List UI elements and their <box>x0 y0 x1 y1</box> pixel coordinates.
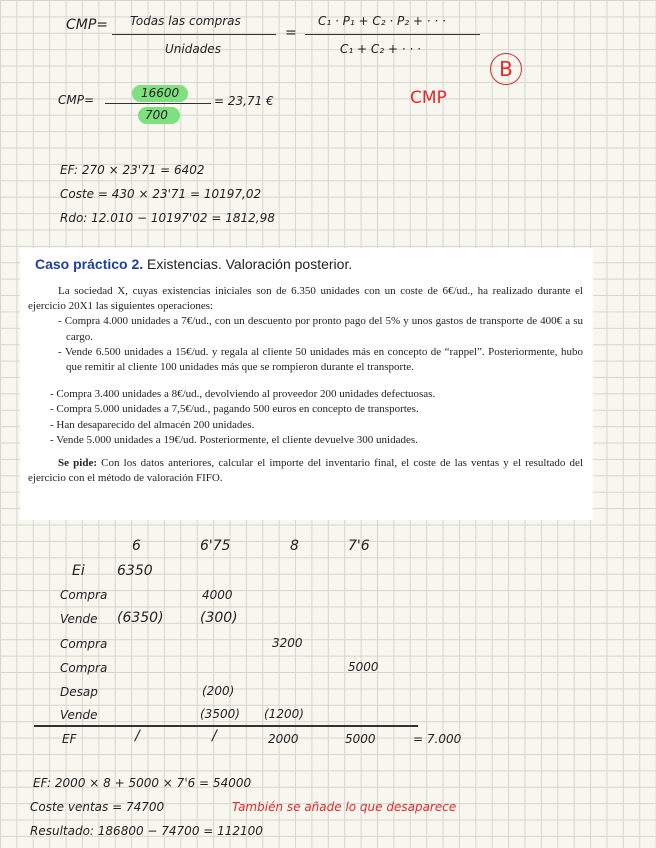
cmp-coste-line: Coste = 430 × 23'71 = 10197,02 <box>60 187 262 201</box>
cmp-formula-label: CMP= <box>66 17 109 33</box>
case-title-rest: Existencias. Valoración posterior. <box>143 256 353 272</box>
cmp-formula-rhs-numerator: C₁ · P₁ + C₂ · P₂ + · · · <box>318 14 446 28</box>
fifo-cell: 4000 <box>202 588 233 602</box>
fifo-cell: (300) <box>200 610 238 626</box>
cmp-formula-denominator: Unidades <box>165 42 221 56</box>
fifo-cell: (6350) <box>117 610 164 626</box>
case-study-panel <box>20 248 593 520</box>
fifo-row-label: Vende <box>60 708 98 722</box>
fifo-ef-total: = 7.000 <box>413 732 462 746</box>
fifo-ef-label: EF <box>62 732 77 746</box>
case-op-4: - Compra 5.000 unidades a 7,5€/ud., pagando 500 euros en concepto de transportes. <box>50 403 419 416</box>
case-question <box>28 456 583 486</box>
fifo-price-3: 8 <box>290 538 299 554</box>
case-title <box>35 256 352 272</box>
fifo-cell: (1200) <box>264 707 304 721</box>
cmp-calc-label: CMP= <box>58 93 95 107</box>
fifo-row-label: Ei <box>72 563 85 579</box>
fifo-cell: 5000 <box>348 660 379 674</box>
fifo-row-label: Compra <box>60 637 108 651</box>
fifo-row-label: Vende <box>60 612 98 626</box>
cmp-formula-fraction-bar <box>112 34 276 35</box>
case-op-3: - Compra 3.400 unidades a 8€/ud., devolviendo al proveedor 200 unidades defectuosas. <box>50 388 436 401</box>
fifo-row-label: Compra <box>60 588 108 602</box>
fifo-price-1: 6 <box>132 538 141 554</box>
cmp-formula-rhs-denominator: C₁ + C₂ + · · · <box>340 42 421 56</box>
fifo-ef-slash-2: / <box>212 728 217 744</box>
cmp-calc-numerator: 16600 <box>141 86 180 100</box>
cmp-formula-numerator: Todas las compras <box>130 14 241 28</box>
cmp-calc-denominator: 700 <box>145 108 168 122</box>
fifo-row-label: Compra <box>60 661 108 675</box>
method-badge: B <box>490 53 522 85</box>
case-body <box>28 284 583 486</box>
cmp-formula-equals: = <box>285 25 297 41</box>
cmp-resultado-line: Rdo: 12.010 − 10197'02 = 1812,98 <box>60 211 275 225</box>
fifo-ef-cell: 2000 <box>268 732 299 746</box>
final-note: También se añade lo que desaparece <box>232 800 457 814</box>
fifo-cell: 3200 <box>272 636 303 650</box>
case-op-5: - Han desaparecido del almacén 200 unidades. <box>50 418 255 431</box>
final-resultado-line: Resultado: 186800 − 74700 = 112100 <box>30 824 263 838</box>
case-question-rest: Con los datos anteriores, calcular el importe del inventario final, el coste de las ventas y el resultado del ejercicio con el método de valoración FIFO. <box>28 457 583 485</box>
fifo-cell: 6350 <box>117 563 153 579</box>
fifo-row-label: Desap <box>60 685 98 699</box>
cmp-calc-result: = 23,71 € <box>214 94 274 108</box>
fifo-ef-cell: 5000 <box>345 732 376 746</box>
case-title-bold: Caso práctico 2. <box>35 256 144 272</box>
cmp-formula-rhs-bar <box>305 34 480 35</box>
method-label: CMP <box>410 88 447 108</box>
final-ef-line: EF: 2000 × 8 + 5000 × 7'6 = 54000 <box>33 776 252 790</box>
fifo-total-rule <box>34 725 418 727</box>
case-op-6: - Vende 5.000 unidades a 19€/ud. Posteriormente, el cliente devuelve 300 unidades. <box>50 433 418 446</box>
fifo-price-4: 7'6 <box>348 538 370 554</box>
fifo-price-2: 6'75 <box>200 538 231 554</box>
cmp-calc-fraction-bar <box>105 103 211 104</box>
case-op-1: - Compra 4.000 unidades a 7€/ud., con un descuento por pronto pago del 5% y unos gastos de transporte de 400€ a su cargo. <box>58 315 583 343</box>
fifo-ef-slash-1: / <box>135 728 140 744</box>
fifo-cell: (200) <box>202 684 235 698</box>
case-intro: La sociedad X, cuyas existencias iniciales son de 6.350 unidades con un coste de 6€/ud., ha realizado durante el ejercicio 20X1 las siguientes operaciones: <box>28 285 583 313</box>
fifo-cell: (3500) <box>200 707 240 721</box>
cmp-ef-line: EF: 270 × 23'71 = 6402 <box>60 163 205 177</box>
case-question-bold: Se pide: <box>58 457 98 470</box>
final-coste-line: Coste ventas = 74700 <box>30 800 165 814</box>
case-op-2: - Vende 6.500 unidades a 15€/ud. y regala al cliente 50 unidades más en concepto de “rappel”. Posteriormente, hubo que remitir al cliente 100 unidades más que se rompieron durante el transporte. <box>58 345 583 374</box>
